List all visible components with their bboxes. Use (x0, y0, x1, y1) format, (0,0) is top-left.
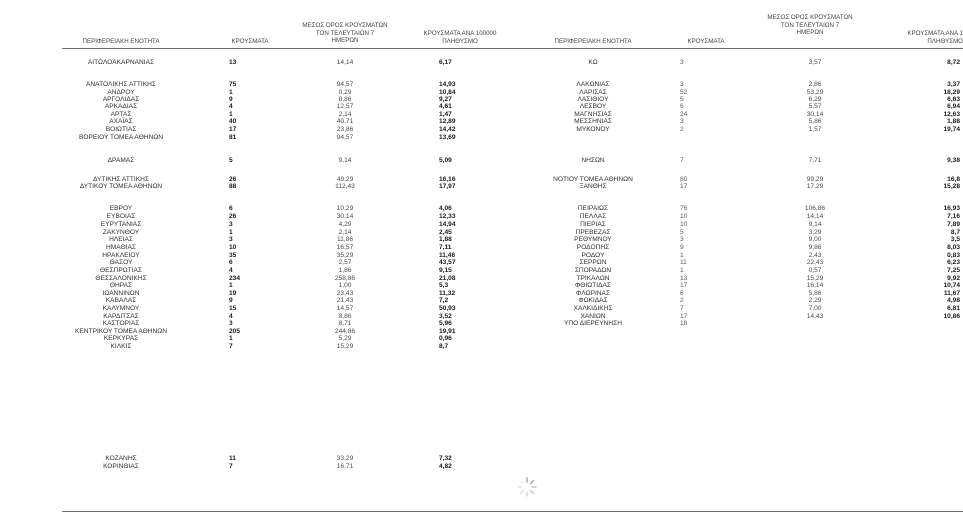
region-name: ΘΑΣΟΥ (109, 259, 133, 266)
cases-value: 7 (680, 157, 684, 164)
cases-value: 17 (680, 282, 688, 289)
cases-value: 24 (680, 111, 688, 118)
region-name: ΣΠΟΡΑΔΩΝ (574, 267, 612, 274)
region-name: ΜΑΓΝΗΣΙΑΣ (574, 111, 612, 118)
cases-value: 7 (229, 343, 233, 350)
cases-value: 205 (229, 328, 241, 335)
cases-value: 3 (680, 236, 684, 243)
avg-7day-value: 33,29 (336, 455, 354, 462)
rate-per-100k-value: 10,74 (943, 282, 960, 289)
avg-7day-value: 14,57 (336, 305, 354, 312)
cases-value: 17 (229, 126, 237, 133)
avg-7day-value: 40,71 (336, 118, 354, 125)
region-name: ΚΩ (588, 59, 598, 66)
avg-7day-value: 10,29 (336, 205, 354, 212)
rate-per-100k-value: 6,81 (947, 305, 960, 312)
cases-value: 3 (680, 81, 684, 88)
avg-7day-value: 1,86 (338, 267, 352, 274)
avg-7day-value: 14,43 (806, 313, 824, 320)
header-avg-line1: ΜΕΣΟΣ ΟΡΟΣ ΚΡΟΥΣΜΑΤΩΝ (302, 22, 388, 29)
avg-7day-value: 1,57 (808, 126, 822, 133)
cases-value: 35 (229, 252, 237, 259)
avg-7day-value: 14,14 (806, 213, 824, 220)
rate-per-100k-value: 8,7 (950, 229, 960, 236)
rate-per-100k-value: 19,91 (439, 328, 456, 335)
rate-per-100k-value: 15,28 (943, 183, 960, 190)
cases-value: 19 (229, 290, 237, 297)
rate-per-100k-value: 7,16 (947, 213, 960, 220)
cases-value: 4 (229, 313, 233, 320)
rate-per-100k-value: 5,09 (439, 157, 452, 164)
cases-value: 6 (680, 103, 684, 110)
cases-value: 5 (680, 96, 684, 103)
rate-per-100k-value: 9,92 (947, 275, 960, 282)
cases-value: 18 (680, 320, 688, 327)
header-avg-line2: ΤΟΝ ΤΕΛΕΥΤΑΙΩΝ 7 (780, 21, 840, 29)
rate-per-100k-value: 3,5 (950, 236, 960, 243)
region-name: ΤΡΙΚΑΛΩΝ (576, 275, 610, 282)
header-rate-line1: ΚΡΟΥΣΜΑΤΑ ΑΝΑ 100000 (423, 30, 497, 37)
region-name: ΔΥΤΙΚΗΣ ΑΤΤΙΚΗΣ (93, 176, 149, 183)
avg-7day-value: 9,14 (808, 221, 822, 228)
header-cases-right: ΚΡΟΥΣΜΑΤΑ (687, 38, 725, 45)
region-name: ΗΛΕΙΑΣ (109, 236, 133, 243)
cases-value: 1 (229, 229, 233, 236)
rate-per-100k-value: 9,27 (439, 96, 452, 103)
cases-value: 5 (680, 229, 684, 236)
avg-7day-value: 6,29 (808, 96, 822, 103)
rate-per-100k-value: 3,37 (947, 81, 960, 88)
rate-per-100k-value: 13,69 (439, 134, 456, 141)
rate-per-100k-value: 50,93 (439, 305, 456, 312)
rate-per-100k-value: 11,32 (439, 290, 456, 297)
rate-per-100k-value: 12,63 (943, 111, 960, 118)
cases-value: 9 (229, 96, 233, 103)
region-name: ΑΝΔΡΟΥ (107, 89, 135, 96)
rate-per-100k-value: 16,16 (439, 176, 456, 183)
rate-per-100k-value: 1,88 (439, 236, 452, 243)
region-name: ΦΘΙΩΤΙΔΑΣ (575, 282, 611, 289)
header-avg-line2: ΤΟΝ ΤΕΛΕΥΤΑΙΩΝ 7 (315, 29, 375, 37)
region-name: ΘΗΡΑΣ (109, 282, 133, 289)
region-name: ΖΑΚΥΝΘΟΥ (102, 229, 140, 236)
region-name: ΦΩΚΙΔΑΣ (578, 297, 608, 304)
rate-per-100k-value: 21,08 (439, 275, 456, 282)
header-region-left: ΠΕΡΙΦΕΡΕΙΑΚΗ ΕΝΟΤΗΤΑ (82, 38, 160, 45)
cases-value: 81 (229, 134, 237, 141)
region-name: ΡΟΔΟΠΗΣ (576, 244, 610, 251)
region-name: ΑΙΤΩΛΟΑΚΑΡΝΑΝΙΑΣ (87, 59, 155, 66)
region-name: ΘΕΣΣΑΛΟΝΙΚΗΣ (95, 275, 147, 282)
cases-value: 6 (229, 259, 233, 266)
region-name: ΧΑΛΚΙΔΙΚΗΣ (573, 305, 613, 312)
avg-7day-value: 8,71 (338, 320, 352, 327)
avg-7day-value: 53,29 (806, 89, 824, 96)
rate-per-100k-value: 5,96 (439, 320, 452, 327)
rate-per-100k-value: 4,82 (439, 463, 452, 470)
rate-per-100k-value: 8,03 (947, 244, 960, 251)
avg-7day-value: 94,57 (336, 134, 354, 141)
cases-value: 1 (680, 252, 684, 259)
region-name: ΚΟΖΑΝΗΣ (105, 455, 137, 462)
region-name: ΚΕΡΚΥΡΑΣ (103, 335, 139, 342)
cases-value: 40 (229, 118, 237, 125)
avg-7day-value: 23,43 (336, 290, 354, 297)
region-name: ΜΕΣΣΗΝΙΑΣ (574, 118, 612, 125)
header-avg-left (300, 22, 390, 45)
avg-7day-value: 94,57 (336, 81, 354, 88)
rate-per-100k-value: 14,42 (439, 126, 456, 133)
region-name: ΚΙΛΚΙΣ (110, 343, 132, 350)
region-name: ΚΟΡΙΝΘΙΑΣ (103, 463, 139, 470)
rate-per-100k-value: 8,72 (947, 59, 960, 66)
cases-value: 1 (680, 267, 684, 274)
cases-value: 10 (680, 213, 688, 220)
header-rate-right-line1: ΚΡΟΥΣΜΑΤΑ ΑΝΑ 1 (907, 30, 963, 37)
avg-7day-value: 106,86 (804, 205, 826, 212)
cases-value: 7 (680, 305, 684, 312)
avg-7day-value: 2,43 (808, 252, 822, 259)
region-name: ΑΝΑΤΟΛΙΚΗΣ ΑΤΤΙΚΗΣ (86, 81, 156, 88)
region-name: ΝΗΣΩΝ (581, 157, 605, 164)
cases-value: 11 (229, 455, 236, 462)
region-name: ΒΟΡΕΙΟΥ ΤΟΜΕΑ ΑΘΗΝΩΝ (78, 134, 164, 141)
cases-value: 6 (680, 290, 684, 297)
region-name: ΚΑΣΤΟΡΙΑΣ (102, 320, 140, 327)
cases-value: 80 (680, 176, 688, 183)
avg-7day-value: 17,29 (806, 183, 824, 190)
avg-7day-value: 21,43 (336, 297, 354, 304)
cases-value: 2 (680, 297, 684, 304)
region-name: ΣΕΡΡΩΝ (579, 259, 607, 266)
cases-value: 1 (229, 89, 233, 96)
rate-per-100k-value: 14,94 (439, 221, 456, 228)
rate-per-100k-value: 5,3 (439, 282, 449, 289)
region-name: ΝΟΤΙΟΥ ΤΟΜΕΑ ΑΘΗΝΩΝ (553, 176, 633, 183)
cases-value: 4 (229, 103, 233, 110)
cases-value: 10 (229, 244, 237, 251)
avg-7day-value: 30,14 (806, 111, 824, 118)
avg-7day-value: 14,14 (336, 59, 354, 66)
region-name: ΔΥΤΙΚΟΥ ΤΟΜΕΑ ΑΘΗΝΩΝ (79, 183, 163, 190)
header-cases-left: ΚΡΟΥΣΜΑΤΑ (231, 38, 269, 45)
region-name: ΠΡΕΒΕΖΑΣ (575, 229, 611, 236)
cases-value: 5 (229, 157, 233, 164)
avg-7day-value: 15,29 (336, 343, 354, 350)
cases-value: 13 (229, 59, 237, 66)
cases-value: 3 (680, 118, 684, 125)
cases-value: 9 (680, 244, 684, 251)
rate-per-100k-value: 6,63 (947, 96, 960, 103)
region-name: ΧΑΝΙΩΝ (580, 313, 606, 320)
region-name: ΔΡΑΜΑΣ (107, 157, 135, 164)
region-name: ΒΟΙΩΤΙΑΣ (105, 126, 137, 133)
avg-7day-value: 2,14 (338, 229, 352, 236)
cases-value: 26 (229, 176, 237, 183)
header-rate-right-line2: ΠΛΗΘΥΣΜΟ (927, 37, 963, 45)
rate-per-100k-value: 7,89 (947, 221, 960, 228)
rate-per-100k-value: 7,25 (947, 267, 960, 274)
rate-per-100k-value: 4,61 (439, 103, 452, 110)
avg-7day-value: 16,57 (336, 244, 354, 251)
cases-value: 9 (229, 297, 233, 304)
avg-7day-value: 2,57 (338, 259, 352, 266)
region-name: ΛΑΚΩΝΙΑΣ (576, 81, 610, 88)
header-avg-right (760, 14, 860, 37)
avg-7day-value: 258,86 (334, 275, 356, 282)
region-name: ΠΙΕΡΙΑΣ (580, 221, 606, 228)
avg-7day-value: 5,29 (338, 335, 352, 342)
avg-7day-value: 49,29 (336, 176, 354, 183)
cases-value: 234 (229, 275, 241, 282)
avg-7day-value: 99,29 (806, 176, 824, 183)
cases-value: 4 (229, 267, 233, 274)
avg-7day-value: 0,57 (808, 267, 822, 274)
avg-7day-value: 3,29 (808, 229, 822, 236)
rate-per-100k-value: 7,2 (439, 297, 449, 304)
rate-per-100k-value: 16,8 (947, 176, 960, 183)
cases-value: 3 (229, 320, 233, 327)
avg-7day-value: 9,86 (808, 244, 822, 251)
avg-7day-value: 5,57 (808, 103, 822, 110)
header-rate-line2: ΠΛΗΘΥΣΜΟ (442, 37, 478, 45)
region-name: ΡΟΔΟΥ (581, 252, 605, 259)
cases-value: 26 (229, 213, 237, 220)
rate-per-100k-value: 9,15 (439, 267, 452, 274)
region-name: ΑΧΑΪΑΣ (109, 118, 133, 125)
cases-value: 2 (680, 126, 684, 133)
cases-value: 15 (229, 305, 237, 312)
rate-per-100k-value: 6,94 (947, 103, 960, 110)
cases-value: 3 (229, 236, 233, 243)
region-name: ΗΡΑΚΛΕΙΟΥ (102, 252, 140, 259)
rate-per-100k-value: 19,74 (943, 126, 960, 133)
region-name: ΑΡΤΑΣ (110, 111, 132, 118)
header-avg-line3: ΗΜΕΡΩΝ (796, 29, 824, 37)
avg-7day-value: 11,86 (336, 236, 353, 243)
avg-7day-value: 8,86 (338, 96, 352, 103)
rate-per-100k-value: 18,29 (943, 89, 960, 96)
avg-7day-value: 2,29 (808, 297, 822, 304)
avg-7day-value: 7,71 (808, 157, 822, 164)
region-name: ΜΥΚΟΝΟΥ (576, 126, 610, 133)
header-avg-line3: ΗΜΕΡΩΝ (331, 37, 359, 45)
cases-value: 1 (229, 111, 233, 118)
cases-value: 13 (680, 275, 688, 282)
region-name: ΚΑΒΑΛΑΣ (105, 297, 137, 304)
region-name: ΕΒΡΟΥ (109, 205, 133, 212)
cases-value: 88 (229, 183, 237, 190)
header-region-right: ΠΕΡΙΦΕΡΕΙΑΚΗ ΕΝΟΤΗΤΑ (554, 38, 632, 45)
rate-per-100k-value: 4,98 (947, 297, 960, 304)
cases-value: 3 (680, 59, 684, 66)
rate-per-100k-value: 6,23 (947, 259, 960, 266)
rate-per-100k-value: 11,67 (943, 290, 960, 297)
avg-7day-value: 244,86 (334, 328, 356, 335)
rate-per-100k-value: 14,93 (439, 81, 456, 88)
region-name: ΕΥΒΟΙΑΣ (106, 213, 136, 220)
header-divider (62, 48, 963, 49)
cases-value: 11 (680, 259, 687, 266)
avg-7day-value: 112,43 (335, 183, 355, 190)
header-rate-right (880, 30, 963, 45)
rate-per-100k-value: 10,84 (439, 89, 456, 96)
avg-7day-value: 5,86 (808, 118, 822, 125)
avg-7day-value: 8,86 (338, 313, 352, 320)
rate-per-100k-value: 0,96 (439, 335, 452, 342)
rate-per-100k-value: 10,86 (943, 313, 960, 320)
rate-per-100k-value: 12,33 (439, 213, 456, 220)
region-name: ΚΕΝΤΡΙΚΟΥ ΤΟΜΕΑ ΑΘΗΝΩΝ (75, 328, 167, 335)
rate-per-100k-value: 9,38 (947, 157, 960, 164)
cases-value: 17 (680, 313, 688, 320)
cases-value: 7 (229, 463, 233, 470)
cases-value: 1 (229, 335, 233, 342)
region-name: ΙΩΑΝΝΙΝΩΝ (102, 290, 140, 297)
avg-7day-value: 3,57 (808, 59, 822, 66)
region-name: ΡΕΘΥΜΝΟΥ (574, 236, 612, 243)
avg-7day-value: 2,86 (808, 81, 822, 88)
rate-per-100k-value: 1,88 (947, 118, 960, 125)
rate-per-100k-value: 12,89 (439, 118, 456, 125)
avg-7day-value: 22,43 (806, 259, 824, 266)
rate-per-100k-value: 6,17 (439, 59, 452, 66)
cases-value: 52 (680, 89, 688, 96)
rate-per-100k-value: 7,11 (439, 244, 452, 251)
header-rate-left (412, 30, 508, 45)
avg-7day-value: 30,14 (336, 213, 354, 220)
rate-per-100k-value: 3,52 (439, 313, 452, 320)
cases-value: 6 (229, 205, 233, 212)
header-avg-line1: ΜΕΣΟΣ ΟΡΟΣ ΚΡΟΥΣΜΑΤΩΝ (767, 14, 853, 21)
cases-value: 1 (229, 282, 233, 289)
region-name: ΛΕΣΒΟΥ (579, 103, 607, 110)
region-name: ΥΠΟ ΔΙΕΡΕΥΝΗΣΗ (564, 320, 622, 327)
rate-per-100k-value: 17,97 (439, 183, 456, 190)
cases-value: 75 (229, 81, 237, 88)
rate-per-100k-value: 1,47 (439, 111, 452, 118)
cases-value: 76 (680, 205, 688, 212)
avg-7day-value: 16,71 (336, 463, 354, 470)
avg-7day-value: 9,00 (808, 236, 822, 243)
avg-7day-value: 2,14 (338, 111, 352, 118)
rate-per-100k-value: 43,57 (439, 259, 456, 266)
cases-value: 3 (229, 221, 233, 228)
cases-value: 10 (680, 221, 688, 228)
rate-per-100k-value: 4,06 (439, 205, 452, 212)
rate-per-100k-value: 7,32 (439, 455, 452, 462)
avg-7day-value: 23,86 (336, 126, 354, 133)
rate-per-100k-value: 0,83 (947, 252, 960, 259)
avg-7day-value: 12,57 (336, 103, 354, 110)
avg-7day-value: 0,29 (338, 89, 352, 96)
region-name: ΦΛΩΡΙΝΑΣ (575, 290, 611, 297)
region-name: ΗΜΑΘΙΑΣ (106, 244, 136, 251)
region-name: ΚΑΛΥΜΝΟΥ (102, 305, 140, 312)
region-name: ΑΡΓΟΛΙΔΑΣ (102, 96, 140, 103)
avg-7day-value: 35,29 (336, 252, 354, 259)
rate-per-100k-value: 2,45 (439, 229, 452, 236)
avg-7day-value: 1,00 (338, 282, 352, 289)
avg-7day-value: 5,86 (808, 290, 822, 297)
rate-per-100k-value: 11,46 (439, 252, 456, 259)
rate-per-100k-value: 8,7 (439, 343, 449, 350)
region-name: ΠΕΛΛΑΣ (579, 213, 607, 220)
avg-7day-value: 7,00 (808, 305, 822, 312)
avg-7day-value: 4,29 (338, 221, 352, 228)
table-bottom-rule (62, 511, 963, 512)
region-name: ΛΑΡΙΣΑΣ (579, 89, 607, 96)
avg-7day-value: 15,29 (806, 275, 824, 282)
avg-7day-value: 16,14 (806, 282, 824, 289)
rate-per-100k-value: 16,93 (943, 205, 960, 212)
region-name: ΑΡΚΑΔΙΑΣ (104, 103, 138, 110)
cases-value: 17 (680, 183, 688, 190)
region-name: ΛΑΣΙΘΙΟΥ (577, 96, 609, 103)
loading-spinner-icon (516, 476, 538, 498)
region-name: ΕΥΡΥΤΑΝΙΑΣ (100, 221, 142, 228)
region-name: ΘΕΣΠΡΩΤΙΑΣ (99, 267, 143, 274)
region-name: ΠΕΙΡΑΙΩΣ (577, 205, 609, 212)
region-name: ΚΑΡΔΙΤΣΑΣ (103, 313, 139, 320)
region-name: ΞΑΝΘΗΣ (579, 183, 607, 190)
avg-7day-value: 9,14 (338, 157, 352, 164)
